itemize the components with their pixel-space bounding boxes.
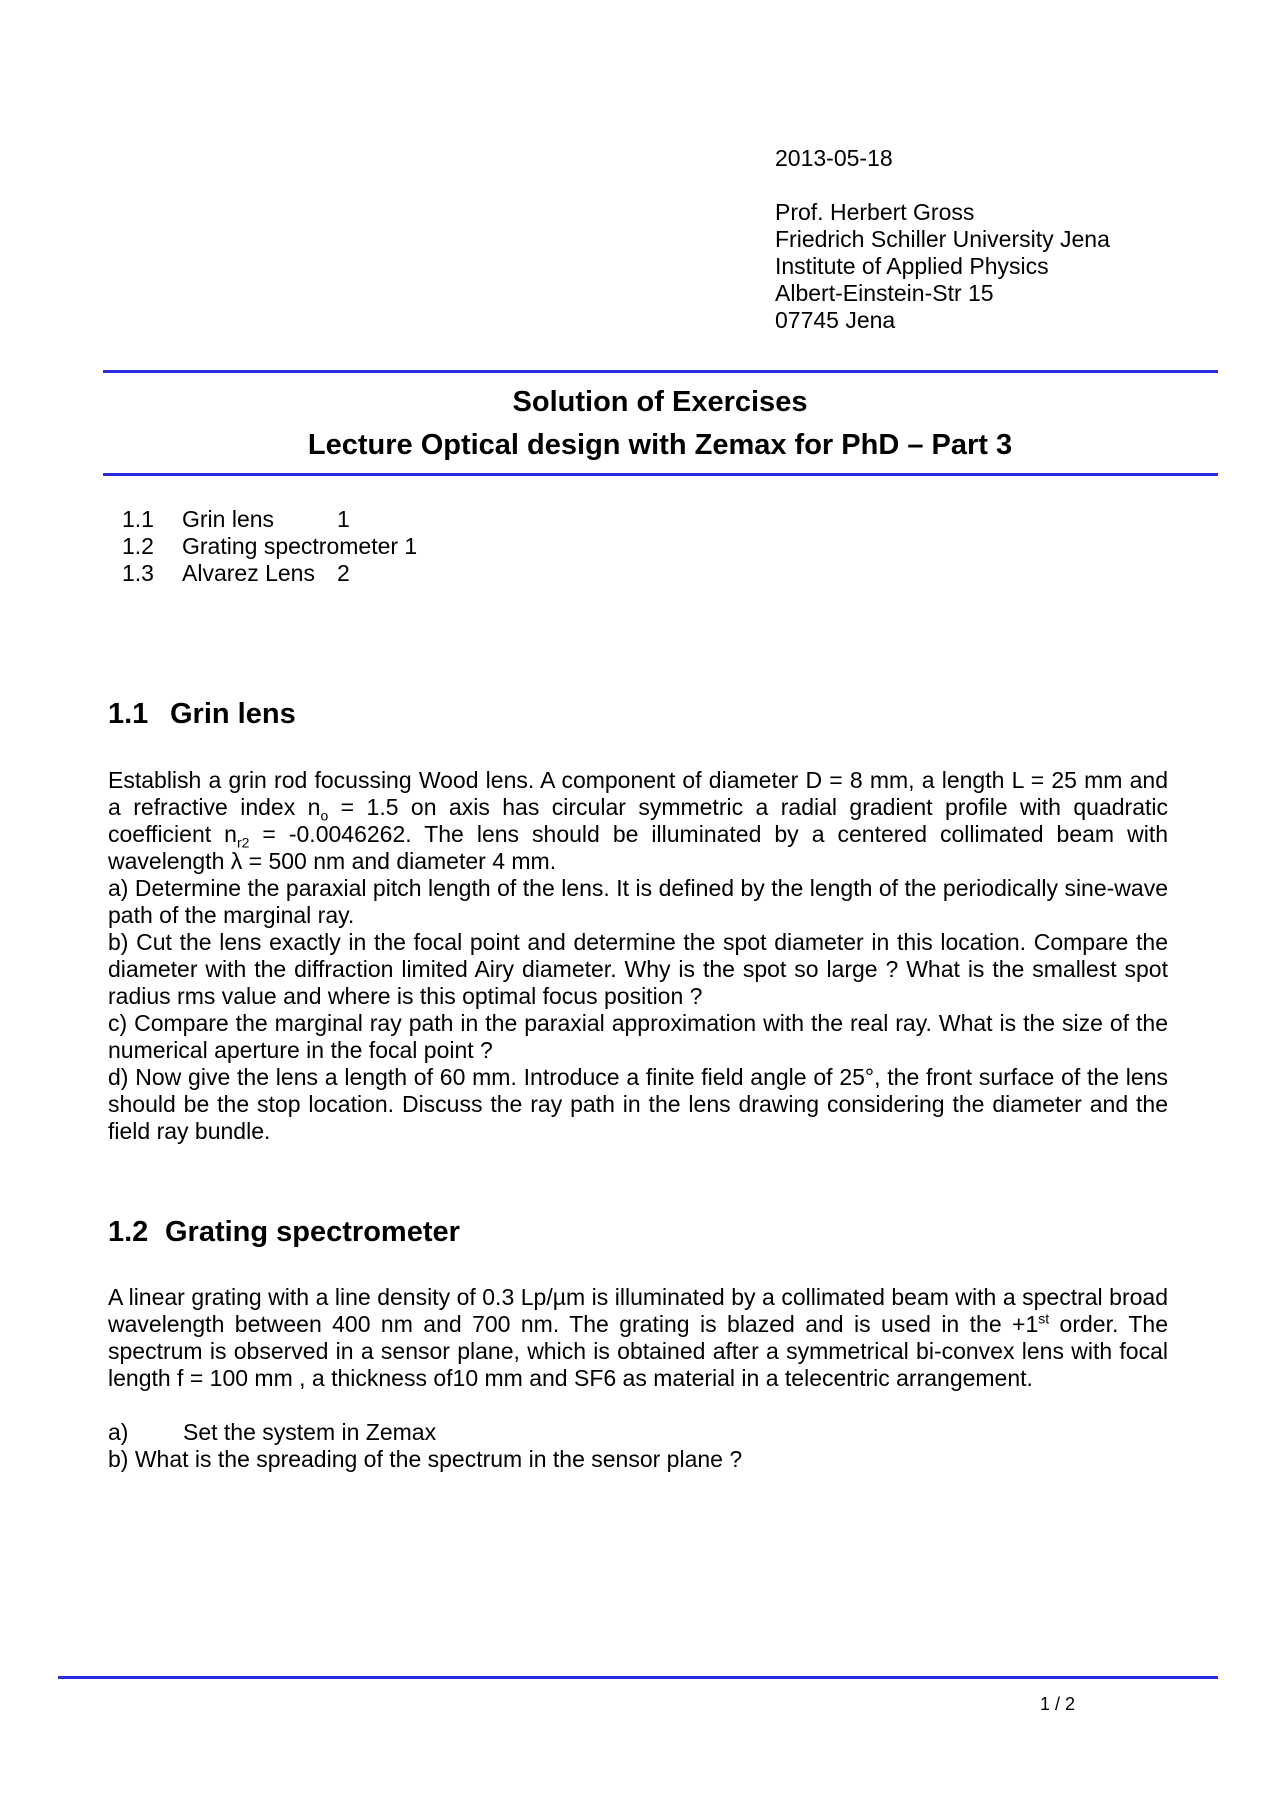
section-title: Grating spectrometer [165, 1216, 460, 1248]
page-number: 1 / 2 [1040, 1694, 1076, 1714]
text-run: A linear grating with a line density of 0.3 Lp/µm is illuminated by a collimated beam with a spectral broad wavelength between 400 nm and 700 nm. The grating is blazed and is used in the +1 [108, 1284, 1168, 1337]
list-text: Set the system in Zemax [183, 1419, 437, 1445]
section-body-grin-lens [108, 767, 1168, 1145]
address-line-name: Prof. Herbert Gross [775, 199, 975, 225]
section-title: Grin lens [170, 698, 296, 730]
list-item-a [108, 1419, 1168, 1446]
paragraph-a: a) Determine the paraxial pitch length of the lens. It is defined by the length of the periodically sine-wave path of the marginal ray. [108, 875, 1168, 928]
subscript: o [320, 807, 329, 824]
top-divider [103, 370, 1218, 373]
paragraph-intro [108, 1284, 1168, 1392]
toc-entry-number: 1.2 [122, 533, 154, 559]
superscript: st [1038, 1310, 1050, 1327]
toc-entry-title: Alvarez Lens [182, 560, 315, 586]
paragraph-b: b) What is the spreading of the spectrum in the sensor plane ? [108, 1446, 743, 1472]
address-line-city: 07745 Jena [775, 307, 896, 333]
text-run: Establish a grin rod focussing Wood lens. A component of diameter D = 8 mm, a length L = 25 mm and a refractive index n [108, 767, 1168, 820]
toc-entry [122, 533, 417, 560]
address-block [775, 145, 1110, 334]
toc-entry-number: 1.1 [122, 506, 154, 532]
toc-entry [122, 506, 417, 533]
paragraph-d: d) Now give the lens a length of 60 mm. Introduce a finite field angle of 25°, the front surface of the lens should be the stop location. Discuss the ray path in the lens drawing considering the diameter and the field ray bundle. [108, 1064, 1168, 1144]
address-line-university: Friedrich Schiller University Jena [775, 226, 1110, 252]
paragraph-b: b) Cut the lens exactly in the focal point and determine the spot diameter in this location. Compare the diameter with the diffraction limited Airy diameter. Why is the spot so large ? What is the smallest spot radius rms value and where is this optimal focus position ? [108, 929, 1168, 1009]
toc-entry-title: Grin lens [182, 506, 275, 532]
section-heading-grating-spectrometer [108, 1216, 460, 1249]
paragraph-intro [108, 767, 1168, 875]
section-heading-grin-lens [108, 698, 296, 731]
paragraph-c: c) Compare the marginal ray path in the paraxial approximation with the real ray. What is the size of the numerical aperture in the focal point ? [108, 1010, 1168, 1063]
title-line-1: Solution of Exercises [512, 386, 808, 418]
table-of-contents [122, 506, 417, 587]
toc-entry-number: 1.3 [122, 560, 154, 586]
toc-entry-page: 1 [337, 506, 350, 532]
address-line-street: Albert-Einstein-Str 15 [775, 280, 994, 306]
text-run: = -0.0046262. The lens should be illuminated by a centered collimated beam with wavelength λ = 500 nm and diameter 4 mm. [108, 821, 1169, 874]
toc-entry-page: 2 [337, 560, 350, 586]
blank-line [108, 1392, 1168, 1419]
title-divider [103, 473, 1218, 476]
text-run: = 1.5 on axis has circular symmetric a radial gradient profile with quadratic coefficient n [108, 794, 1168, 847]
section-body-grating-spectrometer [108, 1284, 1168, 1473]
section-number: 1.2 [108, 1216, 149, 1248]
toc-entry-page: 1 [404, 533, 418, 559]
section-number: 1.1 [108, 698, 149, 730]
document-date: 2013-05-18 [775, 145, 893, 171]
toc-entry [122, 560, 417, 587]
subscript: r2 [236, 834, 250, 851]
toc-entry-title: Grating spectrometer [182, 533, 399, 559]
address-line-institute: Institute of Applied Physics [775, 253, 1049, 279]
footer-divider [58, 1676, 1218, 1679]
text-run: order. The spectrum is observed in a sensor plane, which is obtained after a symmetrical bi-convex lens with focal length f = 100 mm , a thickness of10 mm and SF6 as material in a telecentric arrangement. [108, 1311, 1169, 1391]
list-label: a) [108, 1419, 129, 1445]
title-line-2: Lecture Optical design with Zemax for PhD – Part 3 [307, 429, 1013, 461]
